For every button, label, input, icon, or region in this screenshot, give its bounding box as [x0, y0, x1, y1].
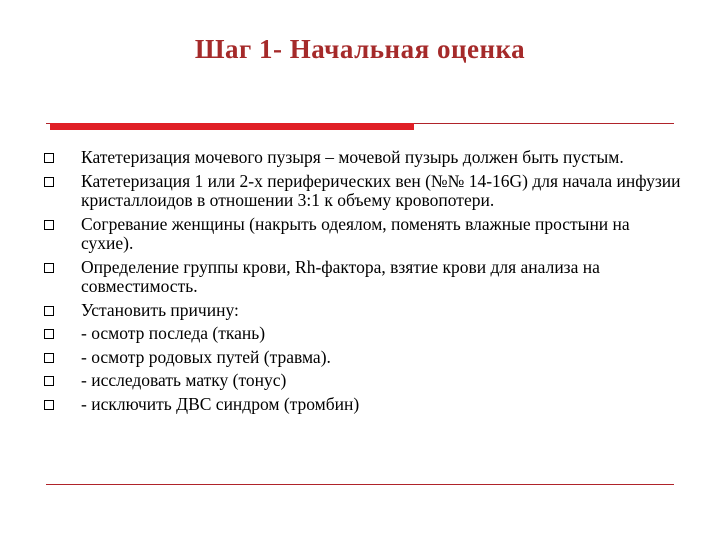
bullet-item: [44, 172, 684, 211]
bullet-text: - исключить ДВС синдром (тромбин): [81, 393, 360, 414]
bullet-text: - осмотр родовых путей (травма).: [81, 346, 331, 367]
bullet-item: [44, 215, 684, 254]
square-bullet-icon: [44, 400, 54, 410]
square-bullet-icon: [44, 329, 54, 339]
accent-bar: [50, 123, 414, 130]
square-bullet-icon: [44, 263, 54, 273]
bullet-item: [44, 371, 684, 391]
square-bullet-icon: [44, 153, 54, 163]
bullet-item: [44, 148, 684, 168]
bullet-text: - осмотр последа (ткань): [81, 323, 266, 343]
slide-title: Шаг 1- Начальная оценка: [194, 34, 526, 64]
bullet-text: - исследовать матку (тонус): [81, 370, 287, 390]
square-bullet-icon: [44, 376, 54, 386]
bullet-item: [44, 348, 684, 368]
bullet-item: [44, 395, 684, 415]
bullet-text: Катетеризация мочевого пузыря – мочевой пузырь должен быть пустым.: [81, 147, 624, 167]
bullet-text: Катетеризация 1 или 2-х периферических вен (№№ 14-16G) для начала инфузии кристаллоидов в отношении 3:1 к объему кровопотери.: [81, 170, 681, 210]
bottom-divider-line: [46, 484, 674, 485]
bullet-item: [44, 301, 684, 321]
bullet-text: Определение группы крови, Rh-фактора, взятие крови для анализа на совместимость.: [81, 256, 600, 296]
square-bullet-icon: [44, 220, 54, 230]
square-bullet-icon: [44, 177, 54, 187]
bullet-item: [44, 258, 684, 297]
square-bullet-icon: [44, 306, 54, 316]
square-bullet-icon: [44, 353, 54, 363]
bullet-text: Установить причину:: [81, 299, 239, 320]
bullet-list: [44, 148, 684, 418]
bullet-text: Согревание женщины (накрыть одеялом, поменять влажные простыни на сухие).: [81, 213, 630, 253]
bullet-item: [44, 324, 684, 344]
